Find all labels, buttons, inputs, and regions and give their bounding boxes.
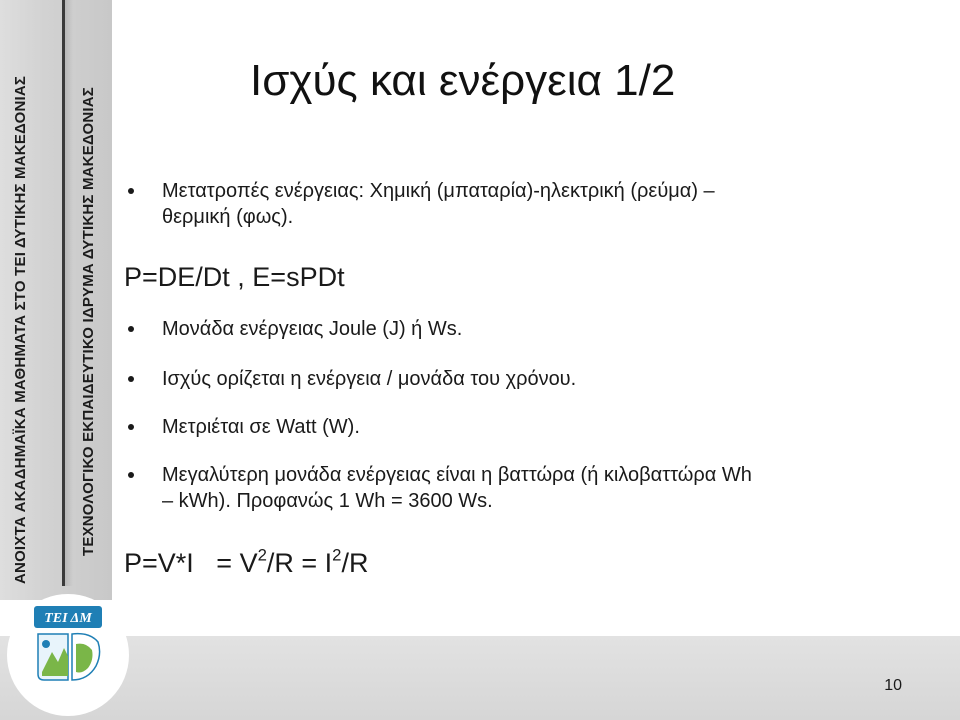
bullet-energy-unit — [124, 316, 462, 342]
bullet-text-line: – kWh). Προφανώς 1 Wh = 3600 Ws. — [162, 490, 493, 512]
bullet-power-definition — [124, 366, 576, 392]
institution-logo-icon — [32, 604, 104, 686]
sidebar-outer-text: ΑΝΟΙΧΤΑ ΑΚΑΔΗΜΑΪΚΑ ΜΑΘΗΜΑΤΑ ΣΤΟ ΤΕΙ ΔΥΤΙΚΗΣ ΜΑΚΕΔΟΝΙΑΣ — [12, 75, 29, 584]
sidebar-inner-text: ΤΕΧΝΟΛΟΓΙΚΟ ΕΚΠΑΙΔΕΥΤΙΚΟ ΙΔΡΥΜΑ ΔΥΤΙΚΗΣ ΜΑΚΕΔΟΝΙΑΣ — [80, 86, 97, 556]
sidebar-shadow — [65, 0, 73, 586]
bullet-watt — [124, 414, 360, 440]
footer-band — [0, 636, 960, 720]
formula-part: /R — [341, 548, 369, 578]
formula-power-voltage — [124, 546, 368, 580]
bullet-text-line: Μετριέται σε Watt (W). — [162, 416, 360, 438]
bullet-text-line: Μονάδα ενέργειας Joule (J) ή Ws. — [162, 318, 463, 340]
bullet-icon — [128, 326, 134, 332]
formula-part: P=V*I = V — [124, 548, 258, 578]
bullet-icon — [128, 424, 134, 430]
bullet-watt-hour — [124, 462, 752, 514]
formula-exponent: 2 — [257, 545, 267, 565]
formula-power-energy: P=DE/Dt , E=sPDt — [124, 262, 345, 292]
formula-part: /R = I — [266, 548, 333, 578]
bullet-energy-conversion — [124, 178, 715, 230]
page-number: 10 — [884, 677, 902, 694]
logo-text: ΤΕΙ ΔΜ — [44, 611, 92, 626]
bullet-text-line: Μετατροπές ενέργειας: Χημική (μπαταρία)-ηλεκτρική (ρεύμα) – — [162, 180, 715, 202]
bullet-icon — [128, 188, 134, 194]
bullet-icon — [128, 376, 134, 382]
formula-exponent: 2 — [332, 545, 342, 565]
bullet-icon — [128, 472, 134, 478]
bullet-text-line: Μεγαλύτερη μονάδα ενέργειας είναι η βαττώρα (ή κιλοβαττώρα Wh — [162, 464, 752, 486]
bullet-text-line: θερμική (φως). — [162, 206, 294, 228]
slide-title: Ισχύς και ενέργεια 1/2 — [250, 56, 676, 105]
bullet-text-line: Ισχύς ορίζεται η ενέργεια / μονάδα του χρόνου. — [162, 368, 577, 390]
